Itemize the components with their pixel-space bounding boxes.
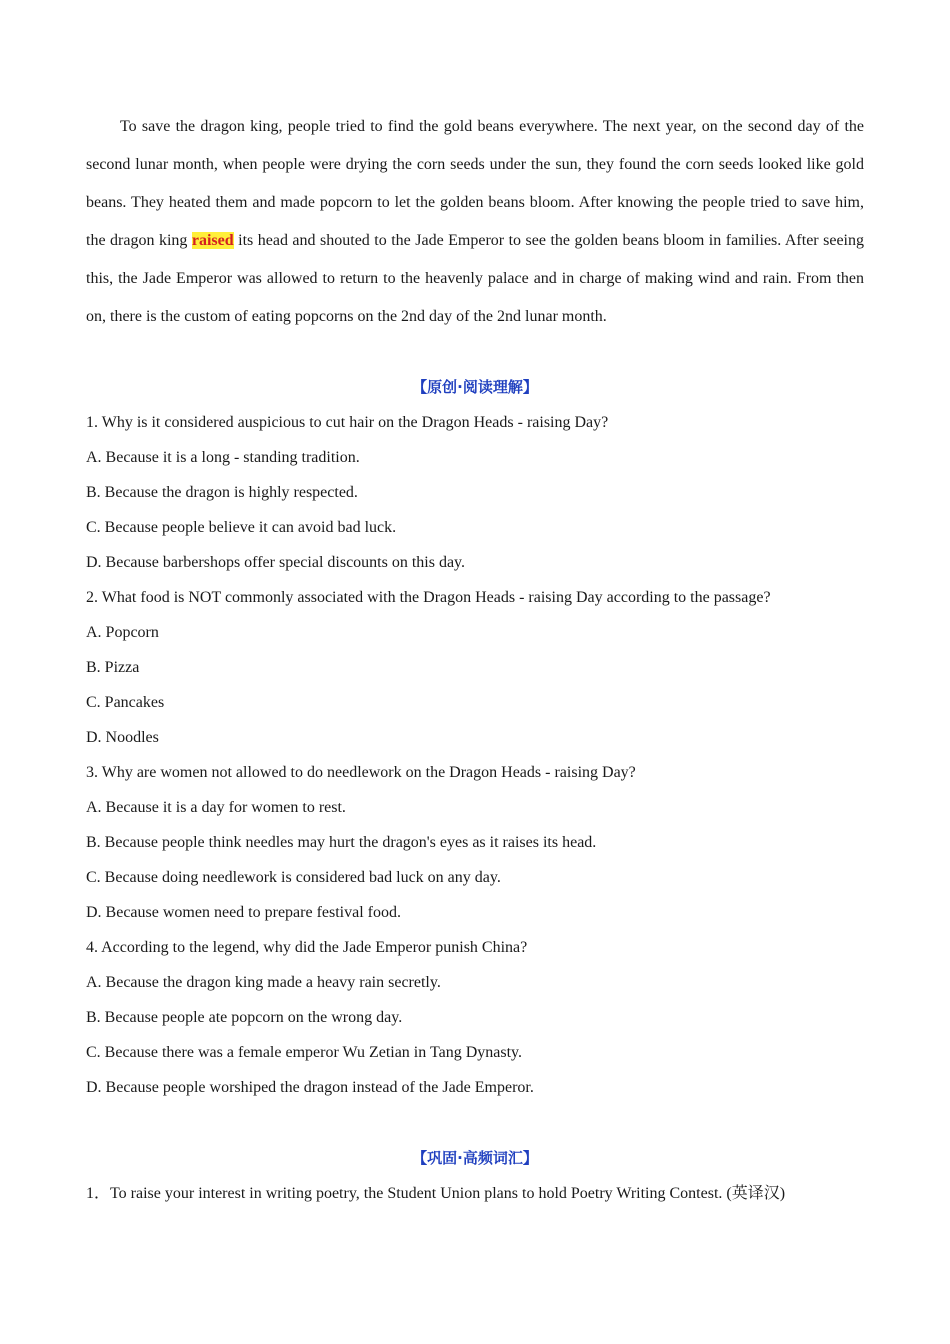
highlighted-word: raised [191, 232, 234, 249]
passage-text-before: To save the dragon king, people tried to find the gold beans everywhere. The next year, on the second day of the second lunar month, when people were drying the corn seeds under the sun, they found the corn seeds looked like gold beans. They heated them and made popcorn to let the golden beans bloom. After knowing the people tried to save him, the dragon king [86, 118, 864, 249]
passage-text-after: its head and shouted to the Jade Emperor to see the golden beans bloom in families. After seeing this, the Jade Emperor was allowed to return to the heavenly palace and in charge of making wind and rain. From then on, there is the custom of eating popcorns on the 2nd day of the 2nd lunar month. [86, 232, 864, 325]
vocab-section-title: 【巩固·高频词汇】 [412, 1149, 538, 1167]
question-1: 1. Why is it considered auspicious to cut hair on the Dragon Heads - raising Day? [86, 414, 609, 431]
question-2-option-b: B. Pizza [86, 659, 140, 676]
question-2: 2. What food is NOT commonly associated with the Dragon Heads - raising Day according to the passage? [86, 589, 771, 606]
passage-paragraph [86, 108, 864, 336]
question-4-option-c: C. Because there was a female emperor Wu Zetian in Tang Dynasty. [86, 1044, 523, 1061]
question-2-option-c: C. Pancakes [86, 694, 165, 711]
question-4: 4. According to the legend, why did the Jade Emperor punish China? [86, 939, 528, 956]
question-3-option-b: B. Because people think needles may hurt the dragon's eyes as it raises its head. [86, 834, 597, 851]
question-1-option-b: B. Because the dragon is highly respected. [86, 484, 358, 501]
question-3: 3. Why are women not allowed to do needlework on the Dragon Heads - raising Day? [86, 764, 636, 781]
vocab-item-1: 1．To raise your interest in writing poetry, the Student Union plans to hold Poetry Writing Contest. (英译汉) [86, 1185, 786, 1202]
question-4-option-b: B. Because people ate popcorn on the wrong day. [86, 1009, 403, 1026]
vocab-list [86, 1176, 866, 1211]
question-1-option-d: D. Because barbershops offer special discounts on this day. [86, 554, 466, 571]
question-1-option-c: C. Because people believe it can avoid bad luck. [86, 519, 397, 536]
question-4-option-d: D. Because people worshiped the dragon instead of the Jade Emperor. [86, 1079, 534, 1096]
reading-section-title: 【原创·阅读理解】 [412, 378, 538, 396]
question-3-option-a: A. Because it is a day for women to rest. [86, 799, 346, 816]
question-2-option-d: D. Noodles [86, 729, 159, 746]
reading-questions-list [86, 405, 866, 1105]
question-3-option-c: C. Because doing needlework is considered bad luck on any day. [86, 869, 501, 886]
question-2-option-a: A. Popcorn [86, 624, 159, 641]
question-1-option-a: A. Because it is a long - standing tradition. [86, 449, 360, 466]
question-3-option-d: D. Because women need to prepare festival food. [86, 904, 401, 921]
question-4-option-a: A. Because the dragon king made a heavy rain secretly. [86, 974, 441, 991]
